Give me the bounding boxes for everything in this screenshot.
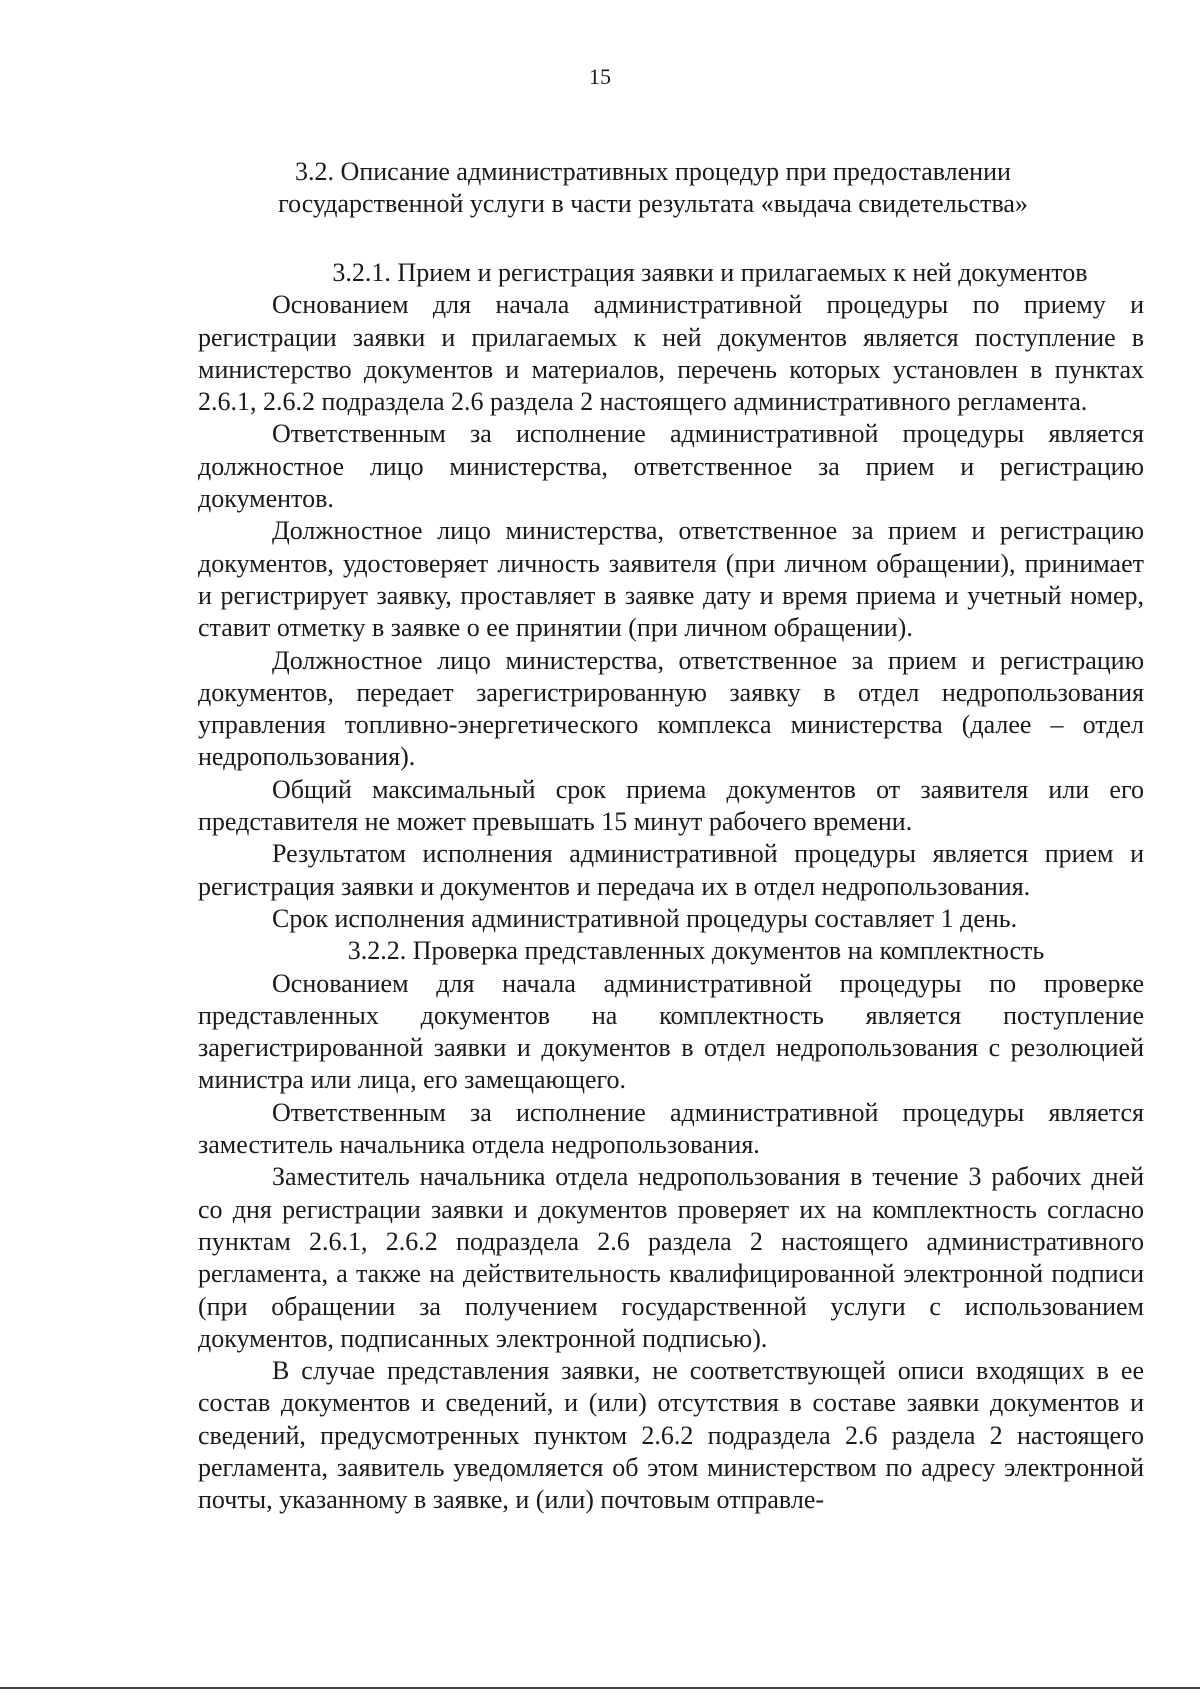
paragraph: Срок исполнения административной процедуры составляет 1 день. [272,903,1018,933]
paragraph: Общий максимальный срок приема документов от заявителя или его представителя не может превышать 15 минут рабочего времени. [198,774,1144,837]
subsection-heading-3-2-1: 3.2.1. Прием и регистрация заявки и прилагаемых к ней документов [332,258,1088,287]
paragraph: Должностное лицо министерства, ответственное за прием и регистрацию документов, удостоверяет личность заявителя (при личном обращении), принимает и регистрирует заявку, проставляет в заявке дату и время приема и учетный номер, ставит отметку в заявке о ее принятии (при личном обращении). [198,516,1144,643]
paragraph: В случае представления заявки, не соответствующей описи входящих в ее состав документов и сведений, и (или) отсутствия в составе заявки документов и сведений, предусмотренных пунктом 2.6.2 подраздела 2.6 раздела 2 настоящего регламента, заявитель уведомляется об этом министерством по адресу электронной почты, указанному в заявке, и (или) почтовым отправле- [198,1356,1144,1515]
paragraph: Ответственным за исполнение административной процедуры является заместитель начальника отдела недропользования. [198,1097,1144,1160]
paragraph: Должностное лицо министерства, ответственное за прием и регистрацию документов, передает зарегистрированную заявку в отдел недропользования управления топливно-энергетического комплекса министерства (далее – отдел недропользования). [198,645,1144,772]
document-body [198,257,1144,1517]
page-bottom-rule [0,1687,1200,1689]
paragraph: Заместитель начальника отдела недропользования в течение 3 рабочих дней со дня регистрации заявки и документов проверяет их на комплектность согласно пунктам 2.6.1, 2.6.2 подраздела 2.6 раздела 2 настоящего административного регламента, а также на действительность квалифицированной электронной подписи (при обращении за получением государственной услуги с использованием документов, подписанных электронной подписью). [198,1162,1144,1353]
paragraph: Результатом исполнения административной процедуры является прием и регистрация заявки и документов и передача их в отдел недропользования. [198,839,1144,901]
paragraph: Ответственным за исполнение административной процедуры является должностное лицо министерства, ответственное за прием и регистрацию документов. [198,419,1144,514]
subsection-heading-3-2-2: 3.2.2. Проверка представленных документов на комплектность [347,936,1045,966]
paragraph: Основанием для начала административной процедуры по проверке представленных документов на комплектность является поступление зарегистрированной заявки и документов в отдел недропользования с резолюцией министра или лица, его замещающего. [198,968,1144,1095]
page-number: 15 [589,64,611,89]
paragraph: Основанием для начала административной процедуры по приему и регистрации заявки и прилагаемых к ней документов является поступление в министерство документов и материалов, перечень которых установлен в пунктах 2.6.1, 2.6.2 подраздела 2.6 раздела 2 настоящего административного регламента. [198,290,1144,417]
section-title: 3.2. Описание административных процедур при предоставлении государственной услуги в части результата «выдача свидетельства» [278,157,1028,218]
